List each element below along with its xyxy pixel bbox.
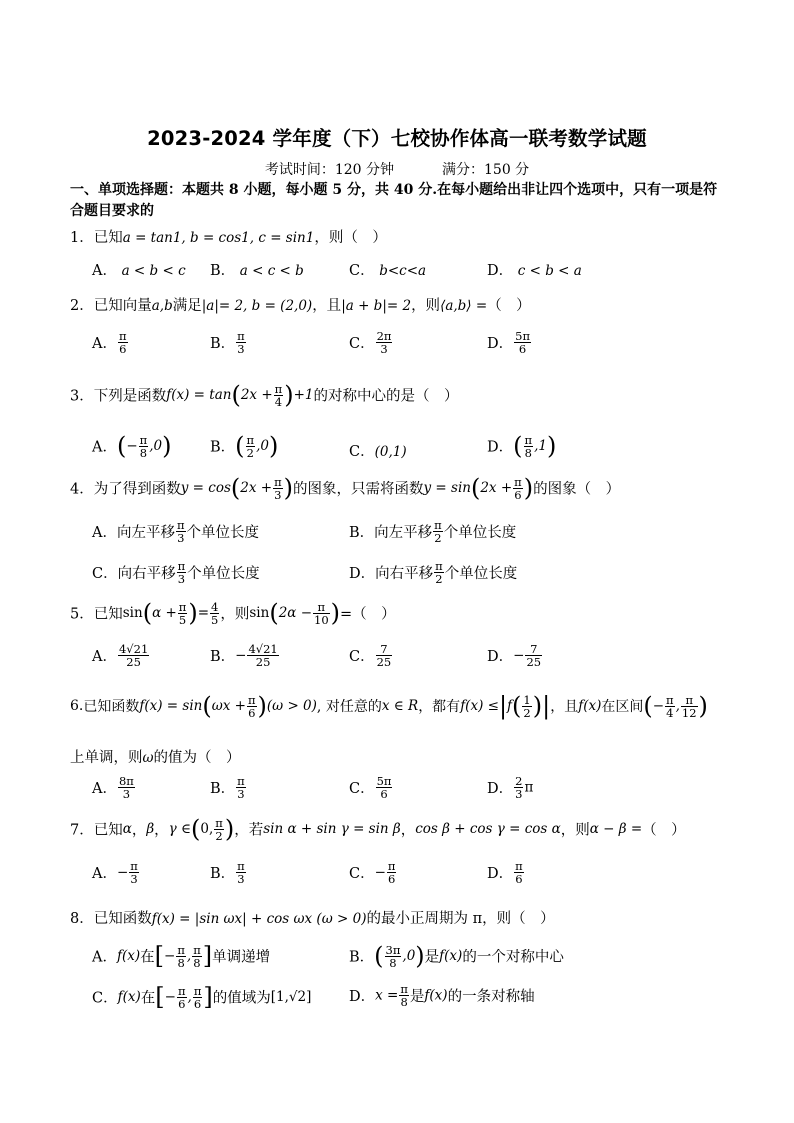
- option-label: C．: [349, 866, 375, 882]
- fraction: $\frac{\pi}{8}$: [400, 982, 408, 1009]
- fraction: $\frac{\pi}{6}$: [177, 983, 186, 1011]
- fraction: $\frac{\pi}{8}$: [139, 432, 148, 460]
- fraction: $\frac{4√21}{25}$: [118, 642, 149, 669]
- fraction: $\frac{1}{2}$: [523, 692, 531, 720]
- fraction: $\frac{\pi}{5}$: [178, 599, 187, 627]
- question-text: 的图象，只需将函数: [293, 481, 424, 498]
- question-2: [70, 294, 531, 315]
- fraction: $\frac{\pi}{6}$: [193, 983, 202, 1011]
- fraction: $\frac{\pi}{10}$: [314, 599, 329, 627]
- fraction: $\frac{\pi}{3}$: [176, 518, 185, 545]
- question-text: ，则（ ）: [314, 230, 387, 246]
- question-text: 为了得到函数: [93, 481, 181, 498]
- question-number: 7．: [70, 822, 94, 839]
- question-number: 1．: [70, 230, 94, 246]
- q7-option-d[interactable]: [487, 860, 525, 885]
- question-number: 4．: [70, 481, 94, 498]
- fraction: $\frac{2\pi}{3}$: [376, 329, 392, 356]
- exam-time: 考试时间：120 分钟: [264, 162, 394, 178]
- q8-option-d[interactable]: D．x = $\frac{\pi}{8}$ 是f(x)的一条对称轴: [349, 982, 535, 1009]
- question-text: ，则: [411, 298, 441, 314]
- fraction: $\frac{7}{25}$: [376, 642, 392, 669]
- q5-option-c[interactable]: [349, 643, 393, 668]
- fraction: $\frac{\pi}{8}$: [177, 942, 185, 970]
- option-label: A．: [92, 949, 117, 966]
- question-text: 下列是函数: [93, 388, 167, 405]
- question-text: （ ）: [487, 298, 531, 314]
- fraction: $\frac{\pi}{8}$: [524, 432, 533, 460]
- fraction: $\frac{\pi}{3}$: [237, 774, 245, 801]
- question-text: , 对任意的: [316, 699, 382, 715]
- option-label: C．: [92, 990, 118, 1007]
- q2-option-a[interactable]: [92, 330, 129, 355]
- question-text: 在区间: [601, 699, 644, 715]
- fraction: $\frac{7}{25}$: [526, 642, 542, 669]
- q1-option-c[interactable]: [349, 259, 426, 280]
- option-value: b<c<a: [379, 263, 427, 279]
- fraction: $\frac{\pi}{4}$: [274, 381, 283, 409]
- option-label: B．: [210, 439, 236, 456]
- fraction: $\frac{5\pi}{6}$: [376, 774, 392, 801]
- fraction: $\frac{\pi}{6}$: [515, 859, 523, 886]
- q7-option-b[interactable]: [210, 860, 247, 885]
- math-expression: y = cos: [180, 480, 231, 496]
- question-text: ，且: [312, 298, 342, 314]
- question-8: [70, 907, 555, 928]
- question-text: 已知: [93, 606, 123, 623]
- exam-score: 满分：150 分: [442, 162, 530, 178]
- question-text: =（ ）: [340, 606, 396, 623]
- math-expression: |a|= 2, b = (2,0): [201, 298, 313, 314]
- question-text: （ ）: [642, 822, 686, 839]
- q8-option-c[interactable]: C．f(x)在[− $\frac{\pi}{6}$ , $\frac{\pi}{6}$ ]的值域为[1,√2]: [92, 983, 312, 1011]
- option-label: A．: [92, 263, 117, 279]
- q6-option-d[interactable]: D． $\frac{2}{3}$ π: [487, 774, 534, 801]
- option-label: C．向右平移: [92, 566, 176, 582]
- question-text: 已知: [93, 822, 123, 839]
- q3-option-a[interactable]: A．(− $\frac{\pi}{8}$ ,0): [92, 432, 172, 460]
- question-7: 7．已知α，β，γ ∈(0, $\frac{\pi}{2}$ )，若sin α + sin γ = sin β，cos β + cos γ = cos α，则α − β =（ ）: [70, 815, 686, 843]
- exam-title: 2023-2024 学年度（下）七校协作体高一联考数学试题: [147, 127, 647, 150]
- option-label: C．: [349, 336, 375, 352]
- question-number: 6.: [70, 698, 84, 714]
- q6-option-c[interactable]: [349, 775, 393, 800]
- q2-option-c[interactable]: [349, 330, 393, 355]
- q6-option-a[interactable]: [92, 775, 136, 800]
- option-label: A．: [92, 439, 117, 456]
- option-label: D．: [487, 866, 514, 882]
- fraction: $\frac{\pi}{6}$: [247, 692, 256, 720]
- option-label: C．: [349, 649, 375, 665]
- question-text: ，都有: [418, 699, 461, 715]
- option-label: B．: [210, 866, 236, 882]
- q7-option-c[interactable]: C．− $\frac{\pi}{6}$: [349, 859, 396, 886]
- question-text: 上单调，则: [70, 750, 143, 766]
- question-text: ，则: [220, 606, 250, 623]
- fraction: $\frac{\pi}{12}$: [681, 692, 697, 720]
- q8-option-b[interactable]: B．( $\frac{3\pi}{8}$ ,0)是f(x)的一个对称中心: [349, 942, 564, 970]
- option-label: C．: [349, 781, 375, 797]
- fraction: $\frac{\pi}{3}$: [237, 329, 245, 356]
- option-label: A．: [92, 866, 117, 882]
- math-expression: y = sin: [423, 480, 471, 496]
- math-expression: a = tan1, b = cos1, c = sin1: [122, 230, 315, 246]
- q3-option-b[interactable]: B．( $\frac{\pi}{2}$ ,0): [210, 432, 279, 460]
- fraction: $\frac{\pi}{6}$: [118, 329, 127, 356]
- option-label: C．: [349, 263, 375, 279]
- option-value: c < b < a: [517, 263, 582, 279]
- q7-option-a[interactable]: A．− $\frac{\pi}{3}$: [92, 859, 138, 886]
- q4-option-b[interactable]: B．向左平移 $\frac{\pi}{2}$ 个单位长度: [349, 518, 517, 545]
- question-text: 已知函数: [93, 911, 152, 927]
- question-6: 6.已知函数f(x) = sin(ωx + $\frac{\pi}{6}$ )(ω > 0), 对任意的x ∈ R，都有f(x) ≤|f( $\frac{1}{2}$ )|，且f(x)在区间(− $\frac{\pi}{4}$ , $\frac{\pi}{12}$ ): [70, 692, 708, 720]
- fraction: $\frac{3\pi}{8}$: [385, 942, 401, 970]
- fraction: $\frac{\pi}{2}$: [435, 559, 443, 586]
- fraction: $\frac{\pi}{4}$: [666, 692, 674, 720]
- question-1: [70, 226, 387, 247]
- option-label: D．: [487, 336, 514, 352]
- question-text: 已知: [93, 230, 123, 246]
- math-expression: f(x) = tan: [166, 387, 232, 403]
- exam-meta: [0, 159, 794, 179]
- question-text: ，且: [550, 699, 579, 715]
- q2-option-d[interactable]: [487, 330, 532, 355]
- question-text: 的值为（ ）: [153, 750, 241, 766]
- fraction: $\frac{\pi}{6}$: [514, 474, 522, 502]
- fraction: $\frac{4}{5}$: [211, 599, 219, 627]
- question-text: 已知函数: [83, 699, 140, 715]
- q1-option-a[interactable]: [92, 259, 186, 280]
- math-expression: |a + b|= 2: [341, 298, 412, 314]
- fraction: $\frac{\pi}{2}$: [434, 518, 442, 545]
- fraction: $\frac{\pi}{3}$: [237, 859, 245, 886]
- option-label: A．: [92, 649, 117, 665]
- q6-option-b[interactable]: [210, 775, 247, 800]
- q5-option-a[interactable]: [92, 643, 150, 668]
- option-value: a < b < c: [121, 263, 186, 279]
- option-label: A．: [92, 336, 117, 352]
- fraction: $\frac{8\pi}{3}$: [118, 774, 134, 801]
- q4-option-c[interactable]: C．向右平移 $\frac{\pi}{3}$ 个单位长度: [92, 559, 260, 586]
- question-text: 满足: [172, 298, 202, 314]
- question-text: ，若: [234, 822, 264, 839]
- q2-option-b[interactable]: [210, 330, 247, 355]
- math-expression: ⟨a,b⟩ =: [440, 298, 488, 314]
- math-expression: f(x) = |sin ωx| + cos ωx (ω > 0): [151, 911, 367, 927]
- q1-option-b[interactable]: [210, 259, 304, 280]
- question-text: 的对称中心的是（ ）: [313, 388, 459, 405]
- option-label: B．: [210, 649, 236, 665]
- option-label: D．: [349, 989, 376, 1005]
- math-expression: +1: [293, 387, 314, 403]
- option-label: A．: [92, 781, 117, 797]
- q1-option-d[interactable]: [487, 259, 582, 280]
- fraction: $\frac{4√21}{25}$: [248, 642, 278, 669]
- fraction: $\frac{2}{3}$: [515, 774, 523, 801]
- fraction: $\frac{\pi}{2}$: [246, 432, 255, 460]
- fraction: $\frac{\pi}{8}$: [193, 942, 201, 970]
- option-label: D．: [487, 263, 514, 279]
- question-number: 8．: [70, 911, 94, 927]
- question-5: 5．已知sin(α + $\frac{\pi}{5}$ )= $\frac{4}{5}$ ，则sin(2α − $\frac{\pi}{10}$ )=（ ）: [70, 599, 396, 627]
- question-number: 3．: [70, 388, 94, 405]
- fraction: $\frac{\pi}{2}$: [215, 815, 223, 843]
- question-6-line2: 上单调，则ω的值为（ ）: [70, 750, 241, 766]
- option-label: A．向左平移: [92, 525, 175, 541]
- math-expression: a,b: [151, 298, 173, 314]
- option-label: B．: [210, 336, 236, 352]
- q4-option-d[interactable]: D．向右平移 $\frac{\pi}{2}$ 个单位长度: [349, 559, 518, 586]
- option-label: C．: [349, 444, 375, 460]
- math-expression: 2x +: [240, 387, 273, 403]
- fraction: $\frac{\pi}{3}$: [274, 474, 282, 502]
- option-label: D．: [487, 649, 514, 665]
- option-value: (0,1): [374, 444, 407, 460]
- option-label: B．: [210, 263, 236, 279]
- fraction: $\frac{5\pi}{6}$: [515, 329, 531, 356]
- question-4: 4．为了得到函数y = cos(2x + $\frac{\pi}{3}$ )的图象，只需将函数y = sin(2x + $\frac{\pi}{6}$ )的图象（ ）: [70, 474, 621, 502]
- fraction: $\frac{\pi}{3}$: [130, 859, 138, 886]
- option-label: B．: [349, 949, 375, 966]
- option-value: a < c < b: [239, 263, 304, 279]
- option-label: D．: [487, 781, 514, 797]
- option-label: B．: [210, 781, 236, 797]
- fraction: $\frac{\pi}{3}$: [177, 559, 186, 586]
- option-label: B．向左平移: [349, 525, 433, 541]
- q4-option-a[interactable]: A．向左平移 $\frac{\pi}{3}$ 个单位长度: [92, 518, 260, 545]
- q5-option-b[interactable]: B．− $\frac{4√21}{25}$: [210, 642, 278, 669]
- q3-option-c[interactable]: [349, 440, 407, 461]
- question-number: 2．: [70, 298, 94, 314]
- q5-option-d[interactable]: D．− $\frac{7}{25}$: [487, 642, 542, 669]
- question-text: 已知向量: [93, 298, 152, 314]
- question-text: 的图象（ ）: [533, 481, 621, 498]
- question-3: 3．下列是函数f(x) = tan(2x + $\frac{\pi}{4}$ )+1的对称中心的是（ ）: [70, 381, 459, 409]
- question-text: 的最小正周期为 π，则（ ）: [366, 911, 555, 927]
- option-label: D．: [487, 439, 514, 456]
- option-label: D．向右平移: [349, 566, 434, 582]
- q8-option-a[interactable]: A．f(x)在[− $\frac{\pi}{8}$ , $\frac{\pi}{8}$ ]单调递增: [92, 942, 271, 970]
- q3-option-d[interactable]: D．( $\frac{\pi}{8}$ ,1): [487, 432, 557, 460]
- question-text: ，则: [560, 822, 590, 839]
- section-heading: 一、单项选择题：本题共 8 小题，每小题 5 分，共 40 分.在每小题给出非让四个选项中，只有一项是符合题目要求的: [70, 182, 718, 219]
- fraction: $\frac{\pi}{6}$: [387, 859, 396, 886]
- question-number: 5．: [70, 606, 94, 623]
